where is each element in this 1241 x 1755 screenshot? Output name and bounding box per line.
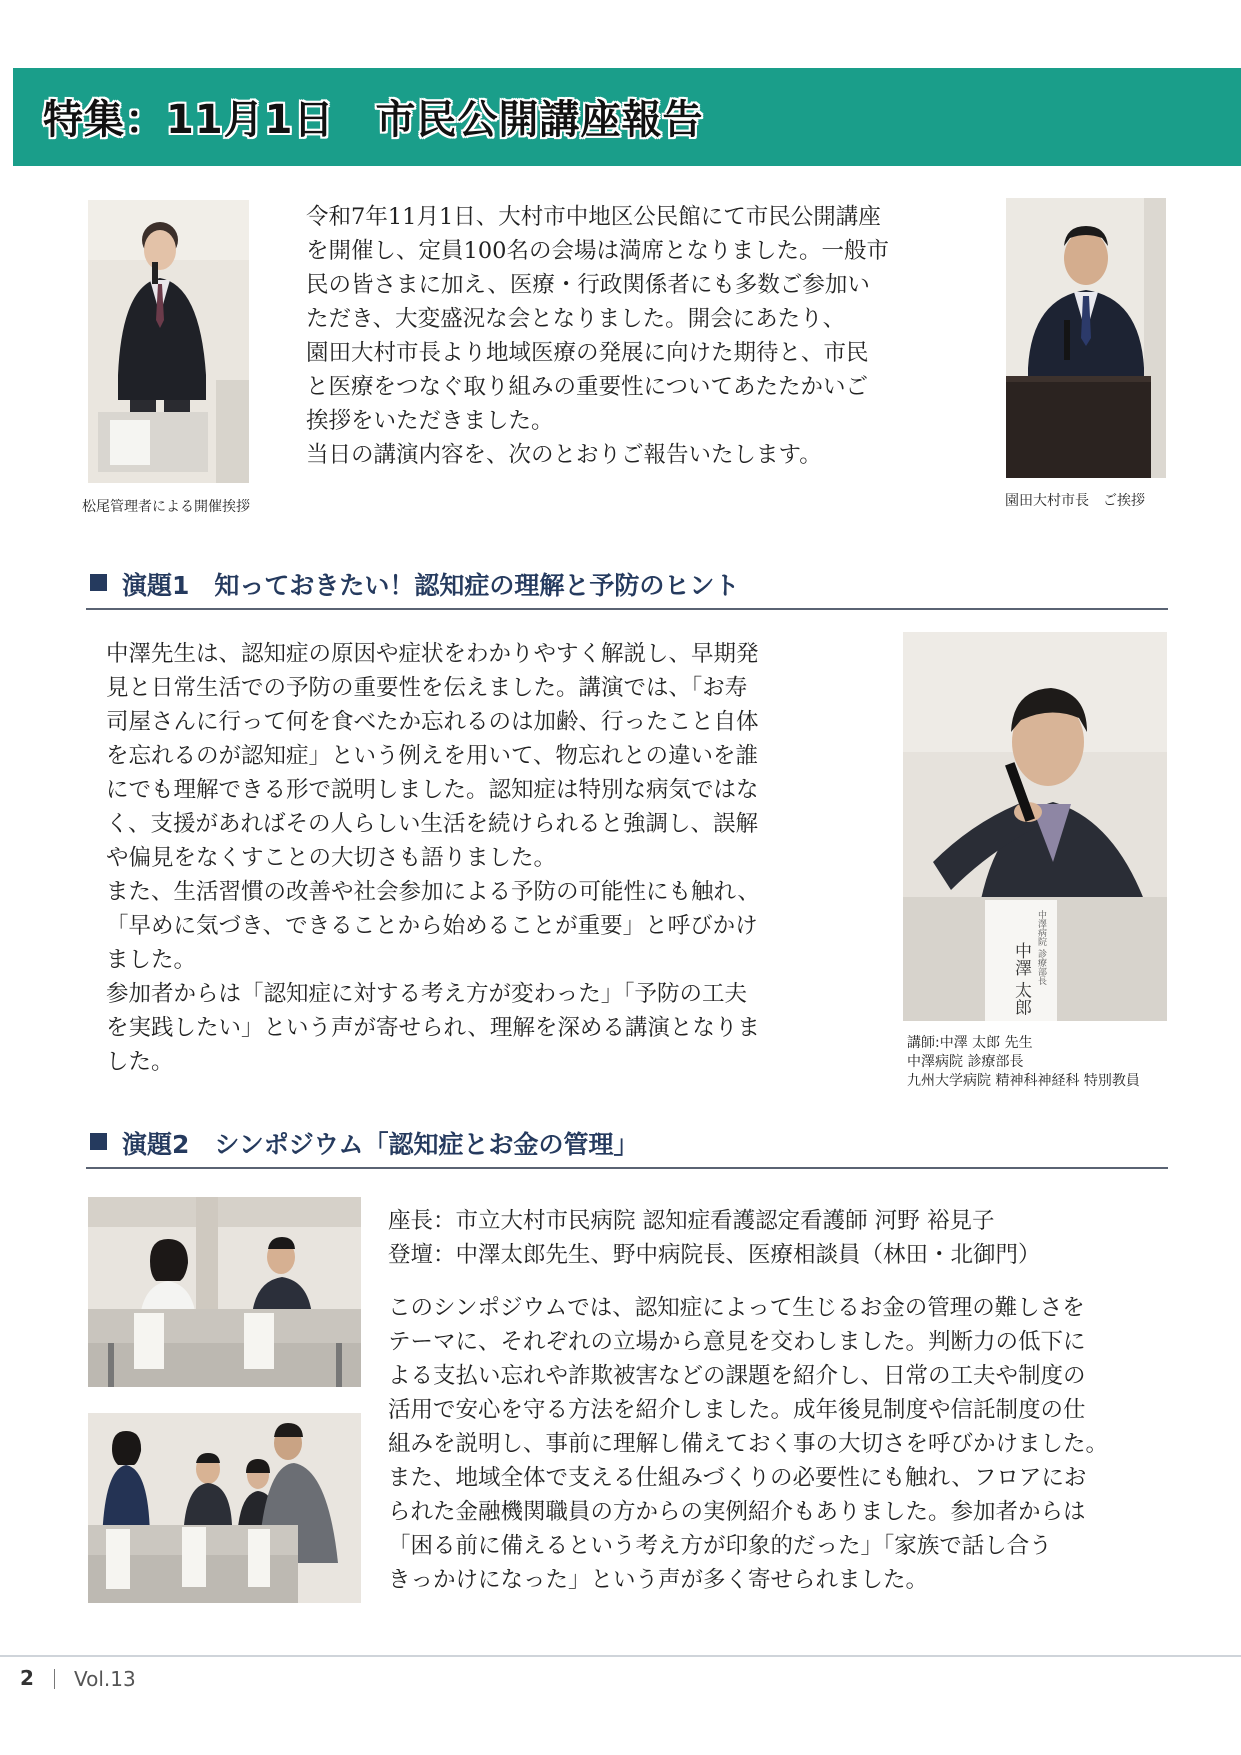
text-line: テーマに、それぞれの立場から意見を交わしました。判断力の低下に	[388, 1329, 1086, 1355]
text-line: きっかけになった」という声が多く寄せられました。	[388, 1567, 929, 1593]
panel-line: 登壇：中澤太郎先生、野中病院長、医療相談員（林田・北御門）	[388, 1242, 1041, 1268]
photo-speaker-nakazawa	[903, 632, 1167, 1021]
text-line: を忘れるのが認知症」という例えを用いて、物忘れとの違いを誰	[106, 743, 759, 769]
text-line: 令和7年11月1日、大村市中地区公民館にて市民公開講座	[306, 204, 881, 230]
caption-mayor-greeting: 園田大村市長 ご挨拶	[1005, 493, 1145, 509]
text-line: 参加者からは「認知症に対する考え方が変わった」「予防の工夫	[106, 981, 748, 1007]
page-number: 2	[20, 1666, 34, 1690]
text-line: このシンポジウムでは、認知症によって生じるお金の管理の難しさを	[388, 1295, 1085, 1321]
text-line: 園田大村市長より地域医療の発展に向けた期待と、市民	[306, 340, 869, 366]
section2-info	[388, 1204, 1188, 1272]
text-line: られた金融機関職員の方からの実例紹介もありました。参加者からは	[388, 1499, 1086, 1525]
section2-title: 演題2 シンポジウム「認知症とお金の管理」	[122, 1130, 639, 1159]
text-line: 挨拶をいただきました。	[306, 408, 554, 434]
footer-separator	[54, 1669, 55, 1689]
text-line: 「困る前に備えるという考え方が印象的だった」「家族で話し合う	[388, 1533, 1052, 1559]
text-line: 活用で安心を守る方法を紹介しました。成年後見制度や信託制度の仕	[388, 1397, 1086, 1423]
text-line: 見と日常生活での予防の重要性を伝えました。講演では、「お寿	[106, 675, 748, 701]
text-line: 司屋さんに行って何を食べたか忘れるのは加齢、行ったこと自体	[106, 709, 759, 735]
photo-mayor-greeting	[1006, 198, 1166, 478]
caption-line: 講師:中澤 太郎 先生	[907, 1035, 1033, 1051]
photo-symposium-panel	[88, 1413, 361, 1603]
text-line: また、生活習慣の改善や社会参加による予防の可能性にも触れ、	[106, 879, 760, 905]
text-line: また、地域全体で支える仕組みづくりの必要性にも触れ、フロアにお	[388, 1465, 1087, 1491]
photo-symposium-chair	[88, 1197, 361, 1387]
text-line: した。	[106, 1049, 174, 1075]
nameplate3-text: 中澤 太郎	[1011, 942, 1031, 1016]
section1-text	[106, 637, 866, 1079]
section-square-icon	[90, 1133, 107, 1150]
section-square-icon	[90, 574, 107, 591]
photo-opening-remarks	[88, 200, 249, 483]
text-line: く、支援があればその人らしい生活を続けられると強調し、誤解	[106, 811, 759, 837]
nameplate2-text: 中澤病院 診療部長	[1036, 910, 1046, 985]
text-line: を開催し、定員100名の会場は満席となりました。一般市	[306, 238, 889, 264]
title-banner	[13, 68, 1241, 166]
text-line: と医療をつなぐ取り組みの重要性についてあたたかいご	[306, 374, 869, 400]
text-line: ました。	[106, 947, 197, 973]
text-line: よる支払い忘れや詐欺被害などの課題を紹介し、日常の工夫や制度の	[388, 1363, 1086, 1389]
section2-heading	[86, 1121, 1168, 1169]
footer-divider	[0, 1655, 1241, 1657]
text-line: 中澤先生は、認知症の原因や症状をわかりやすく解説し、早期発	[106, 641, 759, 667]
text-line: 民の皆さまに加え、医療・行政関係者にも多数ご参加い	[306, 272, 870, 298]
text-line: を実践したい」という声が寄せられ、理解を深める講演となりま	[106, 1015, 760, 1041]
caption-opening-remarks: 松尾管理者による開催挨拶	[82, 499, 250, 515]
caption-line: 中澤病院 診療部長	[907, 1054, 1024, 1070]
text-line: や偏見をなくすことの大切さも語りました。	[106, 845, 557, 871]
volume-label: Vol.13	[74, 1667, 136, 1691]
text-line: にでも理解できる形で説明しました。認知症は特別な病気ではな	[106, 777, 759, 803]
text-line: 「早めに気づき、できることから始めることが重要」と呼びかけ	[106, 913, 758, 939]
caption-line: 九州大学病院 精神科神経科 特別教員	[907, 1073, 1140, 1089]
speaker-caption	[907, 1034, 1140, 1091]
text-line: 当日の講演内容を、次のとおりご報告いたします。	[306, 442, 822, 468]
chair-line: 座長：市立大村市民病院 認知症看護認定看護師 河野 裕見子	[388, 1208, 995, 1234]
intro-text	[306, 200, 966, 472]
page-title: 特集：11月1日 市民公開講座報告	[43, 97, 704, 143]
section1-heading	[86, 562, 1168, 610]
section2-text	[388, 1291, 1198, 1597]
text-line: 組みを説明し、事前に理解し備えておく事の大切さを呼びかけました。	[388, 1431, 1109, 1457]
text-line: ただき、大変盛況な会となりました。開会にあたり、	[306, 306, 846, 332]
section1-title: 演題1 知っておきたい！認知症の理解と予防のヒント	[122, 571, 740, 600]
